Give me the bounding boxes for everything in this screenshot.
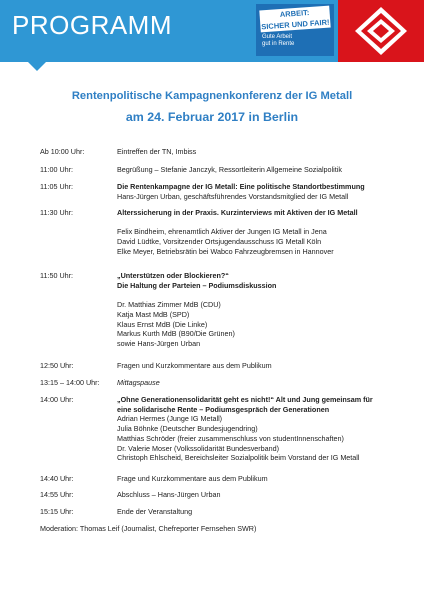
row-time: 11:50 Uhr: [40, 271, 74, 280]
row-time: 14:40 Uhr: [40, 474, 74, 483]
row-description: Fragen und Kurzkommentare aus dem Publikum [117, 361, 272, 370]
row-description: Begrüßung – Stefanie Janczyk, Ressortleiterin Allgemeine Sozialpolitik [117, 165, 342, 174]
row-time: 11:30 Uhr: [40, 208, 74, 217]
campaign-badge-subline: Gute Arbeit gut in Rente [262, 34, 295, 47]
row-time: 11:05 Uhr: [40, 182, 74, 191]
ig-metall-logo [338, 0, 424, 62]
row-time: 14:55 Uhr: [40, 490, 74, 499]
conference-date: am 24. Februar 2017 in Berlin [125, 110, 299, 124]
header-bar [0, 0, 424, 62]
row-description: Frage und Kurzkommentare aus dem Publikum [117, 474, 268, 483]
page-title: PROGRAMM [12, 10, 172, 40]
campaign-badge-slogan: ARBEIT: SICHER UND FAIR! [259, 6, 330, 33]
row-description: „Ohne Generationensolidarität geht es nicht!“ Alt und Jung gemeinsam für eine solidarische Rente – Podiumsgespräch der Generationen Adrian Hermes (Junge IG Metall) Julia Böhnke (Deutscher Bundesjugendring) Matthias Schröder (freier zusammenschluss von studentInnenschaften) Dr. Valerie Moser (Volkssolidarität Bundesverband) Christoph Ehlscheid, Bereichsleiter Sozialpolitik beim Vorstand der IG Metall [117, 395, 373, 463]
row-description: „Unterstützen oder Blockieren?“ Die Haltung der Parteien – Podiumsdiskussion Dr. Matthias Zimmer MdB (CDU) Katja Mast MdB (SPD) Klaus Ernst MdB (Die Linke) Markus Kurth MdB (B90/Die Grünen) sowie Hans-Jürgen Urban [117, 271, 277, 348]
row-time: Ab 10:00 Uhr: [40, 147, 85, 156]
row-description: Abschluss – Hans-Jürgen Urban [117, 490, 221, 499]
row-description: Ende der Veranstaltung [117, 507, 193, 516]
row-time: 15:15 Uhr: [40, 507, 74, 516]
row-time: 11:00 Uhr: [40, 165, 74, 174]
row-description: Eintreffen der TN, Imbiss [117, 147, 197, 156]
row-time: 12:50 Uhr: [40, 361, 74, 370]
ig-metall-logo-icon [351, 4, 411, 58]
row-time: 13:15 – 14:00 Uhr: [40, 378, 100, 387]
row-description: Alterssicherung in der Praxis. Kurzinterviews mit Aktiven der IG Metall Felix Bindheim, ehrenamtlich Aktiver der Jungen IG Metall in Jena David Lüdtke, Vorsitzender Ortsjugendausschuss IG Metall Köln Elke Meyer, Betriebsrätin bei Wabco Fahrzeugbremsen in Hannover [117, 208, 358, 256]
row-description: Mittagspause [117, 378, 160, 387]
header-notch [28, 62, 46, 71]
moderation-note: Moderation: Thomas Leif (Journalist, Chefreporter Fernsehen SWR) [40, 524, 257, 533]
campaign-badge [256, 4, 334, 56]
row-time: 14:00 Uhr: [40, 395, 74, 404]
row-description: Die Rentenkampagne der IG Metall: Eine politische Standortbestimmung Hans-Jürgen Urban, geschäftsführendes Vorstandsmitglied der IG Metall [117, 182, 365, 201]
conference-title: Rentenpolitische Kampagnenkonferenz der IG Metall [71, 90, 353, 102]
